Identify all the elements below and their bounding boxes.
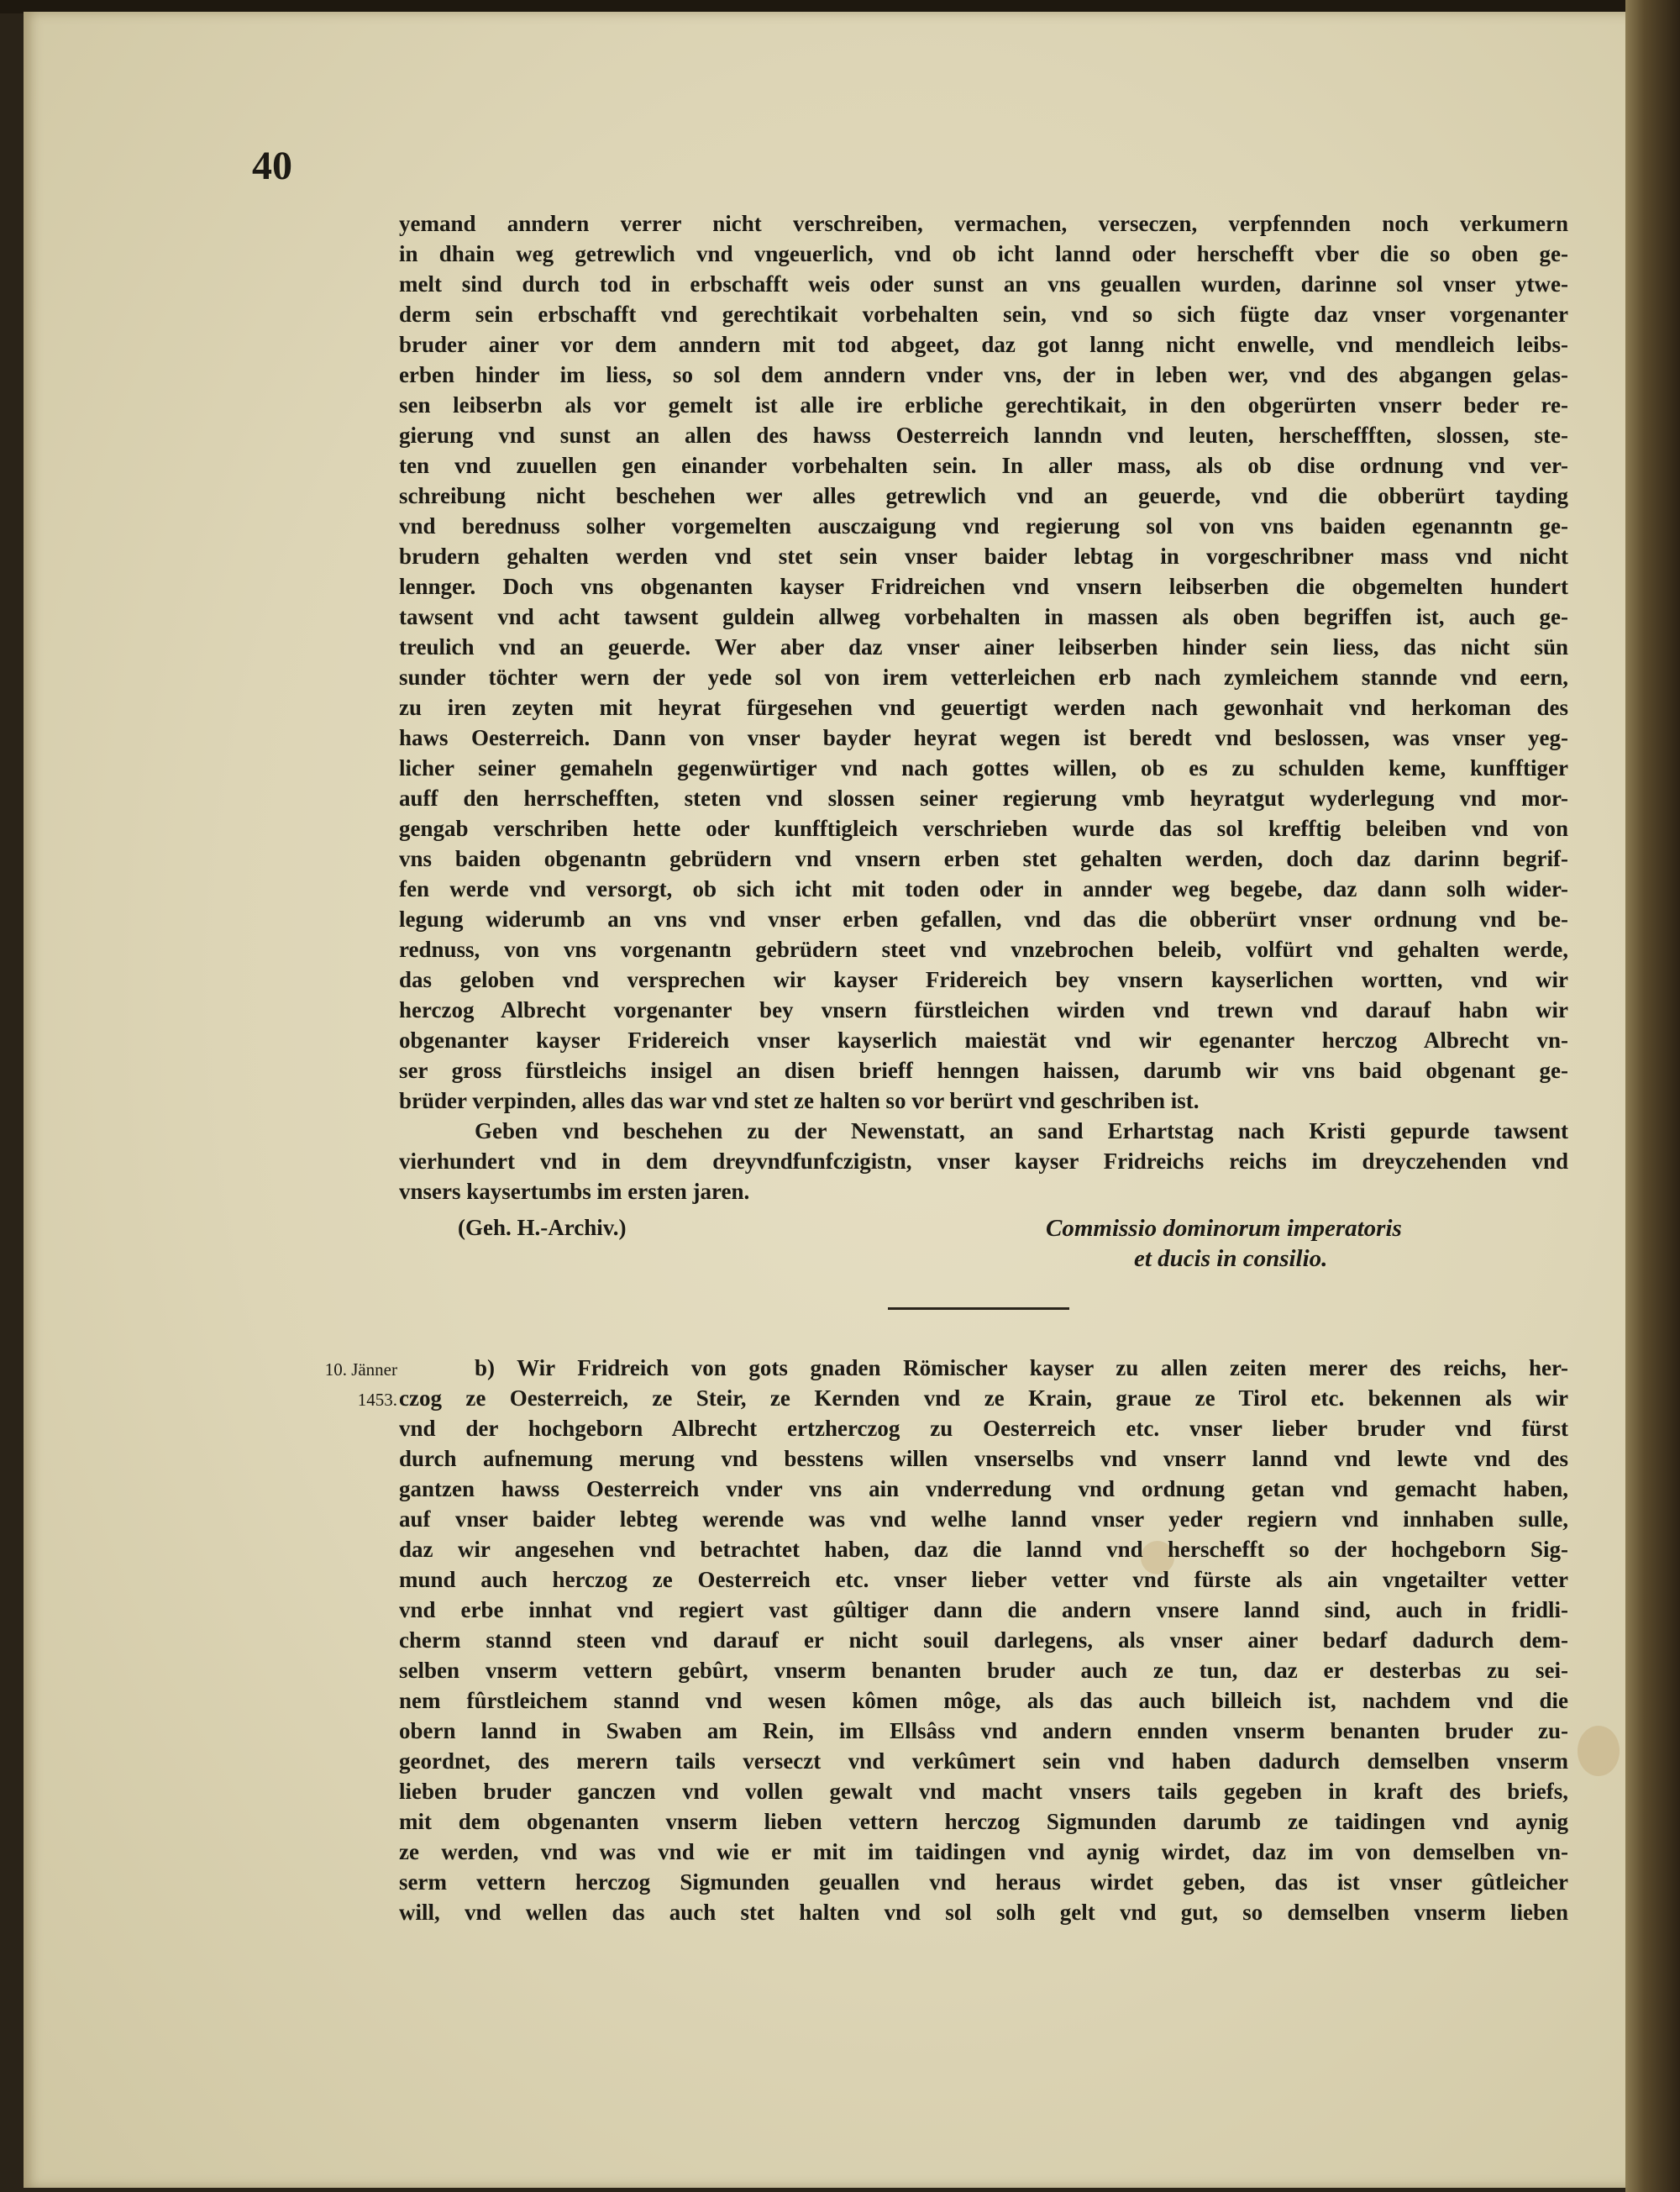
text-line: rednuss, von vns vorgenantn gebrüdern steet vnd vnzebrochen beleib, volfürt vnd gehalten werde, [399, 937, 1568, 962]
text-line: fen werde vnd versorgt, ob sich icht mit toden oder in annder weg begebe, daz dann solh wider- [399, 876, 1568, 902]
text-line: bruder ainer vor dem anndern mit tod abgeet, daz got lanng nicht enwelle, vnd mendleich leibs- [399, 332, 1568, 357]
text-line: obgenanter kayser Fridereich vnser kayserlich maiestät vnd wir egenanter herczog Albrecht vn- [399, 1028, 1568, 1053]
text-line: sunder töchter wern der yede sol von irem vetterleichen erb nach zymleichem stannde vnd eern, [399, 665, 1568, 690]
text-line: lennger. Doch vns obgenanten kayser Fridreichen vnd vnsern leibserben die obgemelten hundert [399, 574, 1568, 599]
text-line: auf vnser baider lebteg werende was vnd welhe lannd vnser yeder regiern vnd innhaben sulle, [399, 1506, 1568, 1532]
text-line: tawsent vnd acht tawsent guldein allweg vorbehalten in massen als oben begriffen ist, auch ge- [399, 604, 1568, 629]
text-line: vnsers kaysertumbs im ersten jaren. [399, 1179, 750, 1204]
text-line: haws Oesterreich. Dann von vnser bayder heyrat wegen ist beredt vnd beslossen, was vnser yeg- [399, 725, 1568, 750]
archive-source-note: (Geh. H.-Archiv.) [458, 1215, 627, 1240]
text-line: schreibung nicht beschehen wer alles getrewlich vnd an geuerde, vnd die obberürt tayding [399, 483, 1568, 508]
text-line: yemand anndern verrer nicht verschreiben, vermachen, verseczen, verpfennden noch verkumern [399, 211, 1568, 236]
text-line: ze werden, vnd was vnd wie er mit im taidingen vnd aynig wirdet, daz im von demselben vn- [399, 1839, 1568, 1864]
text-line: vnd der hochgeborn Albrecht ertzherczog zu Oesterreich etc. vnser lieber bruder vnd fürst [399, 1416, 1568, 1441]
text-line: legung widerumb an vns vnd vnser erben gefallen, vnd das die obberürt vnser ordnung vnd be- [399, 907, 1568, 932]
text-line: czog ze Oesterreich, ze Steir, ze Kernden vnd ze Krain, graue ze Tirol etc. bekennen als wir [399, 1385, 1568, 1411]
margin-date-note [290, 1354, 397, 1415]
text-line: sen leibserbn als vor gemelt ist alle ire erbliche gerechtikait, in den obgerürten vnserr beder re- [399, 392, 1568, 418]
text-line: zu iren zeyten mit heyrat fürgesehen vnd geuertigt werden nach gewonhait vnd herkoman des [399, 695, 1568, 720]
text-line: selben vnserm vettern gebûrt, vnserm benanten bruder auch ze tun, daz er desterbas zu sei- [399, 1658, 1568, 1683]
text-line: auff den herrschefften, steten vnd slossen seiner regierung vmb heyratgut wyderlegung vnd mor- [399, 786, 1568, 811]
text-line: lieben bruder ganczen vnd vollen gewalt vnd macht vnsers tails gegeben in kraft des briefs, [399, 1779, 1568, 1804]
text-line: ten vnd zuuellen gen einander vorbehalten sein. In aller mass, als ob dise ordnung vnd ver- [399, 453, 1568, 478]
text-line: derm sein erbschafft vnd gerechtikait vorbehalten sein, vnd so sich fügte daz vnser vorgenanter [399, 302, 1568, 327]
text-line: Geben vnd beschehen zu der Newenstatt, an sand Erhartstag nach Kristi gepurde tawsent [475, 1118, 1568, 1143]
commissio-line: Commissio dominorum imperatoris [1046, 1215, 1402, 1242]
margin-date-day: 10. Jänner [324, 1359, 397, 1380]
text-line: will, vnd wellen das auch stet halten vnd sol solh gelt vnd gut, so demselben vnserm lieben [399, 1900, 1568, 1925]
text-line: melt sind durch tod in erbschafft weis oder sunst an vns geuallen wurden, darinne sol vnser ytwe- [399, 271, 1568, 297]
page-number: 40 [252, 144, 292, 188]
text-line: b) Wir Fridreich von gots gnaden Römischer kayser zu allen zeiten merer des reichs, her- [475, 1355, 1568, 1380]
text-line: mit dem obgenanten vnserm lieben vettern herczog Sigmunden darumb ze taidingen vnd aynig [399, 1809, 1568, 1834]
text-line: gengab verschriben hette oder kunfftigleich verschrieben wurde das sol krefftig beleiben vnd von [399, 816, 1568, 841]
text-line: daz wir angesehen vnd betrachtet haben, daz die lannd vnd herschefft so der hochgeborn Sig- [399, 1537, 1568, 1562]
paper-stain [1578, 1726, 1620, 1776]
text-line: brudern gehalten werden vnd stet sein vnser baider lebtag in vorgeschribner mass vnd nicht [399, 544, 1568, 569]
document-text-block-b [399, 1353, 1568, 1927]
text-line: brüder verpinden, alles das war vnd stet ze halten so vor berürt vnd geschriben ist. [399, 1088, 1200, 1113]
text-line: cherm stannd steen vnd darauf er nicht souil darlegens, als vnser ainer bedarf dadurch dem- [399, 1627, 1568, 1653]
text-line: vnd berednuss solher vorgemelten ausczaigung vnd regierung sol von vns baiden egenanntn ge- [399, 513, 1568, 539]
margin-date-year: 1453. [357, 1390, 397, 1410]
commissio-line-2: et ducis in consilio. [1134, 1245, 1328, 1272]
text-line: in dhain weg getrewlich vnd vngeuerlich, vnd ob icht lannd oder herschefft vber die so oben ge- [399, 241, 1568, 266]
document-text-block-a [399, 208, 1568, 1206]
text-line: nem fûrstleichem stannd vnd wesen kômen môge, als das auch billeich ist, nachdem vnd die [399, 1688, 1568, 1713]
text-line: obern lannd in Swaben am Rein, im Ellsâss vnd andern ennden vnserm benanten bruder zu- [399, 1718, 1568, 1743]
text-line: geordnet, des merern tails verseczt vnd verkûmert sein vnd haben dadurch demselben vnserm [399, 1748, 1568, 1774]
section-divider [888, 1307, 1069, 1310]
text-line: das geloben vnd versprechen wir kayser Fridereich bey vnsern kayserlichen wortten, vnd wir [399, 967, 1568, 992]
text-line: serm vettern herczog Sigmunden geuallen vnd heraus wirdet geben, das ist vnser gûtleicher [399, 1869, 1568, 1895]
book-gutter [1625, 0, 1680, 2192]
text-line: gierung vnd sunst an allen des hawss Oesterreich lanndn vnd leuten, herscheffften, slossen, ste- [399, 423, 1568, 448]
text-line: erben hinder im liess, so sol dem anndern vnder vns, der in leben wer, vnd des abgangen gelas- [399, 362, 1568, 387]
text-line: vierhundert vnd in dem dreyvndfunfczigistn, vnser kayser Fridreichs reichs im dreyczehenden vnd [399, 1149, 1568, 1174]
text-line: vns baiden obgenantn gebrüdern vnd vnsern erben stet gehalten werden, doch daz darinn begrif- [399, 846, 1568, 871]
text-line: durch aufnemung merung vnd besstens willen vnserselbs vnd vnserr lannd vnd lewte vnd des [399, 1446, 1568, 1471]
text-line: licher seiner gemaheln gegenwürtiger vnd nach gottes willen, ob es zu schulden keme, kunfftiger [399, 755, 1568, 781]
text-line: ser gross fürstleichs insigel an disen brieff henngen haissen, darumb wir vns baid obgenant ge- [399, 1058, 1568, 1083]
text-line: mund auch herczog ze Oesterreich etc. vnser lieber vetter vnd fürste als ain vngetailter vetter [399, 1567, 1568, 1592]
text-line: herczog Albrecht vorgenanter bey vnsern fürstleichen wirden vnd trewn vnd darauf habn wir [399, 997, 1568, 1022]
text-line: treulich vnd an geuerde. Wer aber daz vnser ainer leibserben hinder sein liess, das nicht sün [399, 634, 1568, 660]
text-line: gantzen hawss Oesterreich vnder vns ain vnderredung vnd ordnung getan vnd gemacht haben, [399, 1476, 1568, 1501]
text-line: vnd erbe innhat vnd regiert vast gûltiger dann die andern vnsere lannd sind, auch in fridli- [399, 1597, 1568, 1622]
